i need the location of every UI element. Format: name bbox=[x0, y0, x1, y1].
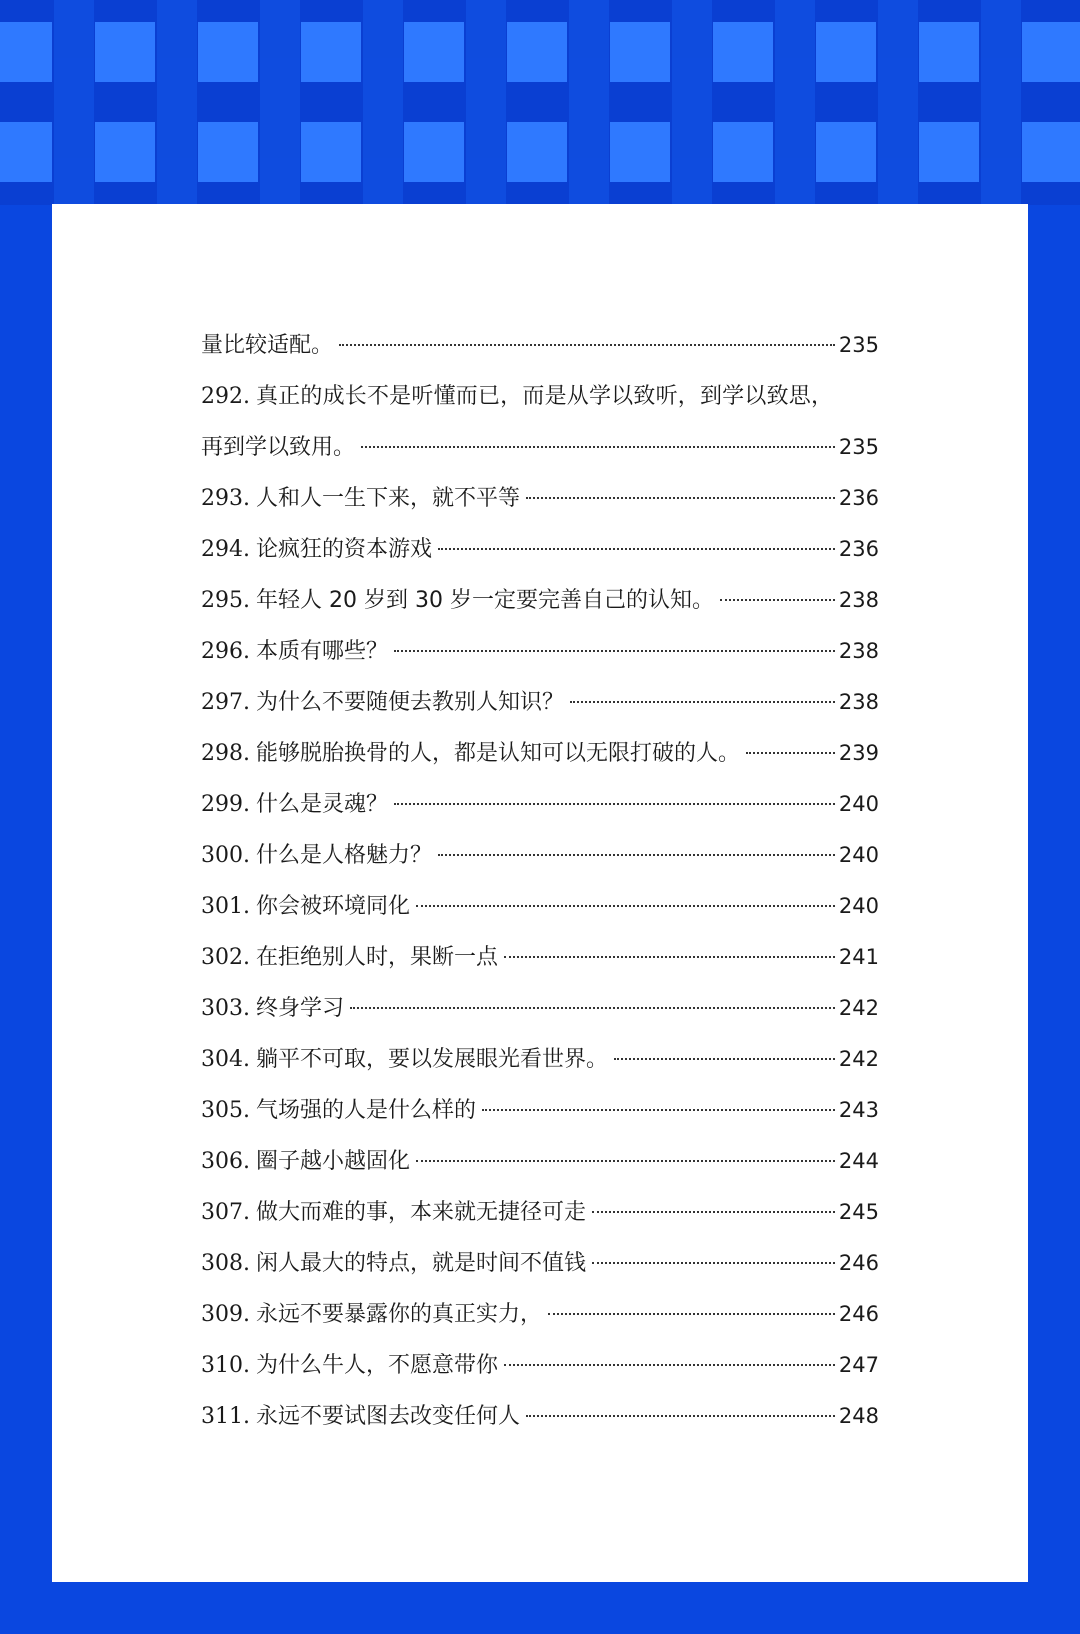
dot-leader bbox=[416, 905, 835, 907]
toc-entry-title: 本质有哪些？ bbox=[255, 639, 388, 664]
dot-leader bbox=[416, 1160, 835, 1162]
toc-entry-title: 再到学以致用。 bbox=[201, 435, 356, 460]
toc-entry-title: 年轻人 20 岁到 30 岁一定要完善自己的认知。 bbox=[255, 588, 714, 613]
pattern-tile bbox=[198, 122, 258, 182]
toc-entry-page: 240 bbox=[838, 792, 879, 816]
toc-entry-title: 量比较适配。 bbox=[201, 333, 334, 358]
toc-entry-number: 303. bbox=[201, 996, 250, 1021]
toc-entry bbox=[201, 320, 879, 371]
toc-entry-page: 235 bbox=[838, 333, 879, 357]
pattern-tile bbox=[713, 122, 773, 182]
dot-leader bbox=[526, 497, 835, 499]
pattern-tile bbox=[1022, 122, 1080, 182]
pattern-tile bbox=[301, 22, 361, 82]
pattern-tile bbox=[0, 122, 52, 182]
dot-leader bbox=[394, 803, 835, 805]
pattern-tile bbox=[404, 122, 464, 182]
toc-entry-page: 238 bbox=[838, 588, 879, 612]
toc-entry-page: 236 bbox=[838, 537, 879, 561]
dot-leader bbox=[482, 1109, 835, 1111]
toc-entry-title: 永远不要暴露你的真正实力， bbox=[255, 1302, 542, 1327]
toc-entry-page: 244 bbox=[838, 1149, 879, 1173]
toc-entry bbox=[201, 830, 879, 881]
toc-entry bbox=[201, 575, 879, 626]
toc-entry bbox=[201, 1187, 879, 1238]
toc-entry-page: 248 bbox=[838, 1404, 879, 1428]
toc-entry-number: 308. bbox=[201, 1251, 250, 1276]
toc-entry bbox=[201, 1034, 879, 1085]
toc-entry-page: 245 bbox=[838, 1200, 879, 1224]
toc-entry-page: 243 bbox=[838, 1098, 879, 1122]
toc-entry-number: 311. bbox=[201, 1404, 250, 1429]
toc-entry-number: 302. bbox=[201, 945, 250, 970]
pattern-tile bbox=[816, 22, 876, 82]
toc-entry bbox=[201, 779, 879, 830]
pattern-stripe bbox=[878, 0, 918, 205]
toc-entry bbox=[201, 1340, 879, 1391]
toc-entry bbox=[201, 983, 879, 1034]
dot-leader bbox=[504, 1364, 835, 1366]
toc-entry-number: 295. bbox=[201, 588, 250, 613]
pattern-tile bbox=[507, 122, 567, 182]
toc-entry-title: 能够脱胎换骨的人，都是认知可以无限打破的人。 bbox=[255, 741, 740, 766]
pattern-tile bbox=[919, 122, 979, 182]
toc-entry-page: 241 bbox=[838, 945, 879, 969]
toc-entry-title: 躺平不可取，要以发展眼光看世界。 bbox=[255, 1047, 608, 1072]
pattern-tile bbox=[95, 122, 155, 182]
toc-entry-page: 240 bbox=[838, 894, 879, 918]
toc-entry-title: 做大而难的事，本来就无捷径可走 bbox=[255, 1200, 586, 1225]
toc-entry-title: 永远不要试图去改变任何人 bbox=[255, 1404, 520, 1429]
toc-entry-number: 299. bbox=[201, 792, 250, 817]
pattern-tile bbox=[507, 22, 567, 82]
toc-entry bbox=[201, 1085, 879, 1136]
toc-entry-page: 238 bbox=[838, 639, 879, 663]
toc-entry-number: 304. bbox=[201, 1047, 250, 1072]
toc-entry-title: 闲人最大的特点，就是时间不值钱 bbox=[255, 1251, 586, 1276]
dot-leader bbox=[350, 1007, 835, 1009]
toc-entry-number: 292. bbox=[201, 384, 250, 409]
toc-entry bbox=[201, 1238, 879, 1289]
pattern-stripe bbox=[981, 0, 1021, 205]
toc-entry-title: 人和人一生下来，就不平等 bbox=[255, 486, 520, 511]
toc-entry-number: 296. bbox=[201, 639, 250, 664]
toc-entry-title: 什么是灵魂？ bbox=[255, 792, 388, 817]
dot-leader bbox=[526, 1415, 835, 1417]
pattern-stripe bbox=[157, 0, 197, 205]
toc-entry bbox=[201, 728, 879, 779]
pattern-stripe bbox=[466, 0, 506, 205]
pattern-tile bbox=[301, 122, 361, 182]
pattern-tile bbox=[198, 22, 258, 82]
toc-entry-number: 298. bbox=[201, 741, 250, 766]
toc-entry-page: 246 bbox=[838, 1251, 879, 1275]
toc-entry-title: 为什么牛人，不愿意带你 bbox=[255, 1353, 498, 1378]
dot-leader bbox=[504, 956, 835, 958]
pattern-tile bbox=[95, 22, 155, 82]
dot-leader bbox=[746, 752, 835, 754]
pattern-tile bbox=[404, 22, 464, 82]
header-pattern bbox=[0, 0, 1080, 205]
toc-entry-number: 301. bbox=[201, 894, 250, 919]
dot-leader bbox=[592, 1262, 835, 1264]
toc-entry-page: 238 bbox=[838, 690, 879, 714]
table-of-contents bbox=[201, 320, 879, 1442]
toc-entry bbox=[201, 1391, 879, 1442]
toc-entry-page: 240 bbox=[838, 843, 879, 867]
toc-entry-title: 论疯狂的资本游戏 bbox=[255, 537, 432, 562]
dot-leader bbox=[548, 1313, 835, 1315]
pattern-stripe bbox=[260, 0, 300, 205]
toc-entry-page: 239 bbox=[838, 741, 879, 765]
dot-leader bbox=[592, 1211, 835, 1213]
toc-entry bbox=[201, 626, 879, 677]
toc-entry-page: 246 bbox=[838, 1302, 879, 1326]
dot-leader bbox=[570, 701, 835, 703]
toc-entry-page: 242 bbox=[838, 996, 879, 1020]
pattern-tile bbox=[919, 22, 979, 82]
toc-entry-number: 294. bbox=[201, 537, 250, 562]
pattern-stripe bbox=[775, 0, 815, 205]
dot-leader bbox=[720, 599, 835, 601]
pattern-tile bbox=[816, 122, 876, 182]
toc-entry-title: 终身学习 bbox=[255, 996, 344, 1021]
toc-entry-page: 247 bbox=[838, 1353, 879, 1377]
toc-entry-number: 306. bbox=[201, 1149, 250, 1174]
toc-entry-page: 236 bbox=[838, 486, 879, 510]
toc-entry bbox=[201, 371, 879, 422]
toc-entry bbox=[201, 1136, 879, 1187]
toc-entry-title: 圈子越小越固化 bbox=[255, 1149, 410, 1174]
toc-entry bbox=[201, 422, 879, 473]
pattern-tile bbox=[713, 22, 773, 82]
toc-entry bbox=[201, 881, 879, 932]
dot-leader bbox=[339, 344, 835, 346]
toc-entry bbox=[201, 677, 879, 728]
toc-entry-page: 242 bbox=[838, 1047, 879, 1071]
toc-entry-title: 真正的成长不是听懂而已，而是从学以致听，到学以致思， bbox=[255, 384, 834, 409]
pattern-tile bbox=[0, 22, 52, 82]
dot-leader bbox=[438, 854, 835, 856]
toc-entry-number: 305. bbox=[201, 1098, 250, 1123]
toc-entry bbox=[201, 932, 879, 983]
toc-entry-page: 235 bbox=[838, 435, 879, 459]
pattern-stripe bbox=[363, 0, 403, 205]
toc-entry-title: 什么是人格魅力？ bbox=[255, 843, 432, 868]
pattern-stripe bbox=[569, 0, 609, 205]
pattern-tile bbox=[610, 22, 670, 82]
dot-leader bbox=[361, 446, 835, 448]
pattern-tile bbox=[610, 122, 670, 182]
toc-entry bbox=[201, 473, 879, 524]
toc-entry-number: 309. bbox=[201, 1302, 250, 1327]
toc-entry bbox=[201, 1289, 879, 1340]
toc-entry-title: 为什么不要随便去教别人知识？ bbox=[255, 690, 564, 715]
toc-entry-number: 293. bbox=[201, 486, 250, 511]
toc-entry-number: 307. bbox=[201, 1200, 250, 1225]
pattern-stripe bbox=[672, 0, 712, 205]
dot-leader bbox=[614, 1058, 835, 1060]
dot-leader bbox=[438, 548, 835, 550]
toc-entry-title: 你会被环境同化 bbox=[255, 894, 410, 919]
toc-entry bbox=[201, 524, 879, 575]
pattern-stripe bbox=[54, 0, 94, 205]
toc-entry-number: 300. bbox=[201, 843, 250, 868]
pattern-tile bbox=[1022, 22, 1080, 82]
toc-entry-number: 297. bbox=[201, 690, 250, 715]
toc-entry-title: 气场强的人是什么样的 bbox=[255, 1098, 476, 1123]
dot-leader bbox=[394, 650, 835, 652]
toc-entry-number: 310. bbox=[201, 1353, 250, 1378]
toc-entry-title: 在拒绝别人时，果断一点 bbox=[255, 945, 498, 970]
